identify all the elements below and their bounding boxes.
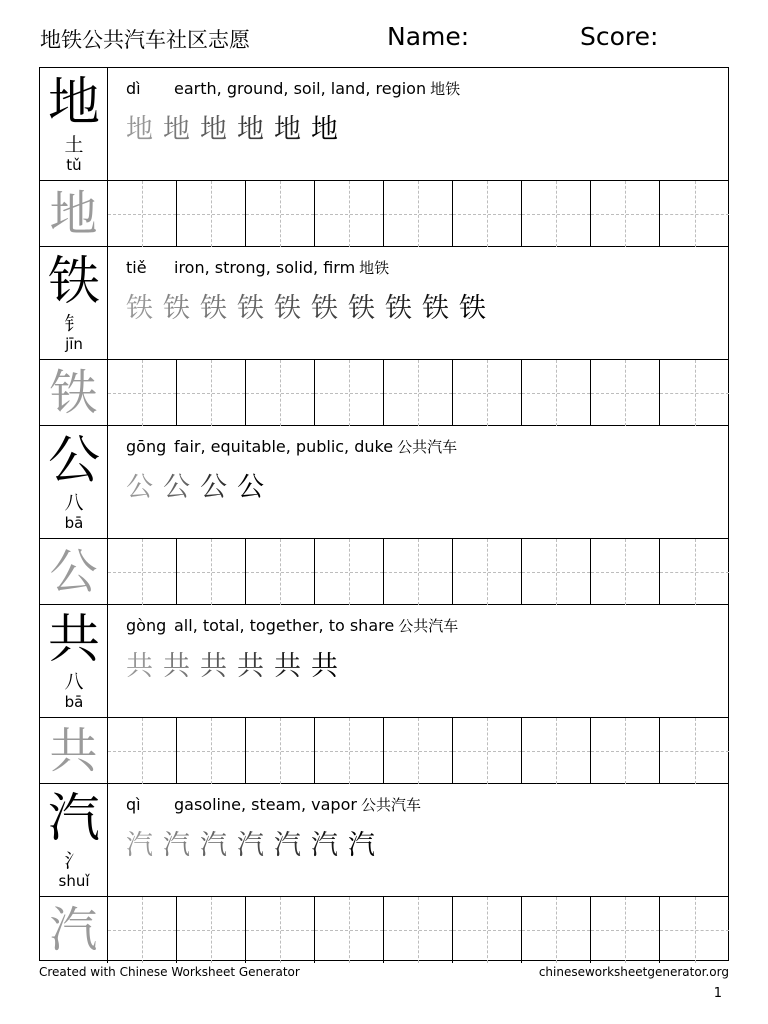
stroke-step: 汽 [274, 830, 301, 861]
meaning: all, total, together, to share [174, 616, 395, 635]
practice-row [40, 539, 728, 605]
pinyin: dì [126, 79, 141, 98]
practice-cell[interactable] [246, 718, 315, 784]
stroke-step: 铁 [311, 293, 338, 324]
guide-line-horizontal [384, 930, 452, 931]
stroke-step: 公 [126, 472, 153, 503]
practice-row [40, 360, 728, 426]
guide-line-horizontal [315, 214, 383, 215]
score-label: Score: [580, 22, 659, 51]
guide-line-horizontal [453, 572, 521, 573]
practice-cell[interactable] [108, 718, 177, 784]
practice-row [40, 718, 728, 784]
radical: 八 [64, 671, 84, 693]
stroke-order-sequence [126, 470, 274, 506]
practice-cell[interactable] [453, 360, 522, 426]
practice-cell[interactable] [108, 181, 177, 247]
radical-pinyin: tǔ [66, 156, 82, 174]
trace-character: 铁 [40, 360, 108, 426]
practice-cell[interactable] [522, 718, 591, 784]
practice-cell[interactable] [453, 539, 522, 605]
stroke-step: 共 [274, 651, 301, 682]
character-info-row [40, 784, 728, 897]
radical-pinyin: jīn [65, 335, 83, 353]
guide-line-horizontal [453, 393, 521, 394]
footer-website: chineseworksheetgenerator.org [538, 965, 729, 979]
guide-line-horizontal [384, 572, 452, 573]
character-meta [126, 615, 458, 636]
stroke-step: 铁 [459, 293, 486, 324]
stroke-step: 公 [163, 472, 190, 503]
practice-cell[interactable] [108, 360, 177, 426]
practice-cell[interactable] [522, 897, 591, 963]
example-words: 公共汽车 [360, 796, 421, 814]
guide-line-horizontal [453, 930, 521, 931]
guide-line-horizontal [660, 214, 729, 215]
guide-line-horizontal [315, 751, 383, 752]
trace-character: 地 [40, 181, 108, 247]
worksheet-title: 地铁公共汽车社区志愿 [40, 28, 250, 52]
practice-cell[interactable] [246, 360, 315, 426]
stroke-step: 共 [200, 651, 227, 682]
radical: 氵 [64, 850, 84, 872]
meaning: earth, ground, soil, land, region [174, 79, 427, 98]
guide-line-horizontal [246, 572, 314, 573]
meaning: gasoline, steam, vapor [174, 795, 357, 814]
guide-line-horizontal [315, 572, 383, 573]
stroke-step: 公 [200, 472, 227, 503]
example-words: 地铁 [359, 259, 390, 277]
practice-cell[interactable] [522, 539, 591, 605]
radical: 钅 [64, 313, 84, 335]
practice-row [40, 897, 728, 963]
character-column [40, 247, 108, 359]
guide-line-horizontal [591, 930, 659, 931]
guide-line-horizontal [453, 214, 521, 215]
page-number: 1 [713, 986, 722, 1001]
guide-line-horizontal [384, 393, 452, 394]
radical: 土 [64, 134, 84, 156]
practice-cell[interactable] [591, 181, 660, 247]
guide-line-horizontal [246, 393, 314, 394]
trace-character: 共 [40, 718, 108, 784]
practice-cell[interactable] [522, 181, 591, 247]
radical-pinyin: shuǐ [58, 872, 90, 890]
guide-line-horizontal [522, 214, 590, 215]
guide-line-horizontal [315, 930, 383, 931]
guide-line-horizontal [384, 214, 452, 215]
guide-line-horizontal [108, 214, 176, 215]
guide-line-horizontal [522, 930, 590, 931]
stroke-step: 铁 [348, 293, 375, 324]
practice-cell[interactable] [177, 181, 246, 247]
trace-character: 公 [40, 539, 108, 605]
stroke-step: 铁 [274, 293, 301, 324]
stroke-step: 汽 [126, 830, 153, 861]
main-character: 汽 [47, 789, 100, 849]
stroke-step: 汽 [311, 830, 338, 861]
practice-cell[interactable] [660, 718, 729, 784]
guide-line-horizontal [246, 751, 314, 752]
stroke-order-sequence [126, 112, 348, 148]
guide-line-horizontal [522, 572, 590, 573]
radical-pinyin: bā [64, 693, 84, 711]
stroke-step: 公 [237, 472, 264, 503]
guide-line-horizontal [660, 930, 729, 931]
practice-cell[interactable] [315, 718, 384, 784]
stroke-step: 铁 [422, 293, 449, 324]
practice-cell[interactable] [246, 181, 315, 247]
guide-line-horizontal [660, 751, 729, 752]
stroke-step: 地 [163, 114, 190, 145]
guide-line-horizontal [660, 393, 729, 394]
guide-line-horizontal [246, 930, 314, 931]
practice-cell[interactable] [453, 181, 522, 247]
practice-cell[interactable] [453, 718, 522, 784]
radical: 八 [64, 492, 84, 514]
practice-cell[interactable] [591, 718, 660, 784]
guide-line-horizontal [108, 930, 176, 931]
practice-cell[interactable] [108, 539, 177, 605]
character-meta [126, 78, 460, 99]
practice-cell[interactable] [384, 897, 453, 963]
practice-cell[interactable] [177, 360, 246, 426]
practice-cell[interactable] [453, 897, 522, 963]
stroke-step: 共 [311, 651, 338, 682]
main-character: 公 [47, 431, 100, 491]
stroke-step: 地 [274, 114, 301, 145]
practice-cell[interactable] [177, 718, 246, 784]
guide-line-horizontal [177, 214, 245, 215]
stroke-step: 铁 [237, 293, 264, 324]
stroke-step: 地 [200, 114, 227, 145]
guide-line-horizontal [177, 393, 245, 394]
worksheet-header [40, 22, 730, 56]
practice-cell[interactable] [660, 897, 729, 963]
pinyin: tiě [126, 258, 147, 277]
guide-line-horizontal [453, 751, 521, 752]
radical-pinyin: bā [64, 514, 84, 532]
stroke-order-sequence [126, 649, 348, 685]
practice-cell[interactable] [177, 897, 246, 963]
guide-line-horizontal [177, 572, 245, 573]
character-info-row [40, 247, 728, 360]
guide-line-horizontal [108, 393, 176, 394]
practice-cell[interactable] [315, 897, 384, 963]
worksheet-grid [39, 67, 729, 961]
stroke-step: 共 [237, 651, 264, 682]
guide-line-horizontal [108, 572, 176, 573]
stroke-step: 地 [237, 114, 264, 145]
practice-cell[interactable] [108, 897, 177, 963]
main-character: 共 [47, 610, 100, 670]
practice-cell[interactable] [660, 181, 729, 247]
stroke-step: 共 [163, 651, 190, 682]
character-column [40, 605, 108, 717]
stroke-step: 汽 [348, 830, 375, 861]
character-column [40, 426, 108, 538]
character-info-row [40, 605, 728, 718]
footer-credit: Created with Chinese Worksheet Generator [39, 965, 300, 979]
practice-cell[interactable] [177, 539, 246, 605]
guide-line-horizontal [522, 751, 590, 752]
character-info-row [40, 68, 728, 181]
pinyin: gòng [126, 616, 167, 635]
example-words: 公共汽车 [397, 438, 458, 456]
trace-character: 汽 [40, 897, 108, 963]
practice-cell[interactable] [660, 539, 729, 605]
stroke-step: 地 [126, 114, 153, 145]
practice-cell[interactable] [384, 360, 453, 426]
guide-line-horizontal [591, 572, 659, 573]
guide-line-horizontal [108, 751, 176, 752]
stroke-step: 铁 [163, 293, 190, 324]
guide-line-horizontal [591, 751, 659, 752]
practice-cell[interactable] [315, 181, 384, 247]
character-meta [126, 257, 389, 278]
practice-cell[interactable] [591, 539, 660, 605]
guide-line-horizontal [315, 393, 383, 394]
guide-line-horizontal [177, 930, 245, 931]
stroke-order-sequence [126, 291, 496, 327]
guide-line-horizontal [246, 214, 314, 215]
meaning: iron, strong, solid, firm [174, 258, 356, 277]
stroke-step: 铁 [385, 293, 412, 324]
practice-cell[interactable] [522, 360, 591, 426]
meaning: fair, equitable, public, duke [174, 437, 394, 456]
character-meta [126, 794, 421, 815]
character-column [40, 784, 108, 896]
practice-cell[interactable] [591, 360, 660, 426]
practice-cell[interactable] [384, 539, 453, 605]
pinyin: gōng [126, 437, 167, 456]
character-column [40, 68, 108, 180]
practice-cell[interactable] [660, 360, 729, 426]
guide-line-horizontal [522, 393, 590, 394]
character-meta [126, 436, 457, 457]
practice-cell[interactable] [315, 360, 384, 426]
practice-cell[interactable] [384, 181, 453, 247]
stroke-order-sequence [126, 828, 385, 864]
stroke-step: 铁 [126, 293, 153, 324]
practice-row [40, 181, 728, 247]
practice-cell[interactable] [246, 897, 315, 963]
practice-cell[interactable] [384, 718, 453, 784]
stroke-step: 汽 [237, 830, 264, 861]
practice-cell[interactable] [246, 539, 315, 605]
stroke-step: 地 [311, 114, 338, 145]
practice-cell[interactable] [315, 539, 384, 605]
practice-cell[interactable] [591, 897, 660, 963]
guide-line-horizontal [384, 751, 452, 752]
guide-line-horizontal [177, 751, 245, 752]
stroke-step: 共 [126, 651, 153, 682]
stroke-step: 铁 [200, 293, 227, 324]
stroke-step: 汽 [163, 830, 190, 861]
guide-line-horizontal [660, 572, 729, 573]
name-label: Name: [387, 22, 470, 51]
main-character: 地 [47, 73, 100, 133]
example-words: 地铁 [430, 80, 461, 98]
main-character: 铁 [47, 252, 100, 312]
stroke-step: 汽 [200, 830, 227, 861]
character-info-row [40, 426, 728, 539]
guide-line-horizontal [591, 393, 659, 394]
pinyin: qì [126, 795, 141, 814]
example-words: 公共汽车 [398, 617, 459, 635]
guide-line-horizontal [591, 214, 659, 215]
